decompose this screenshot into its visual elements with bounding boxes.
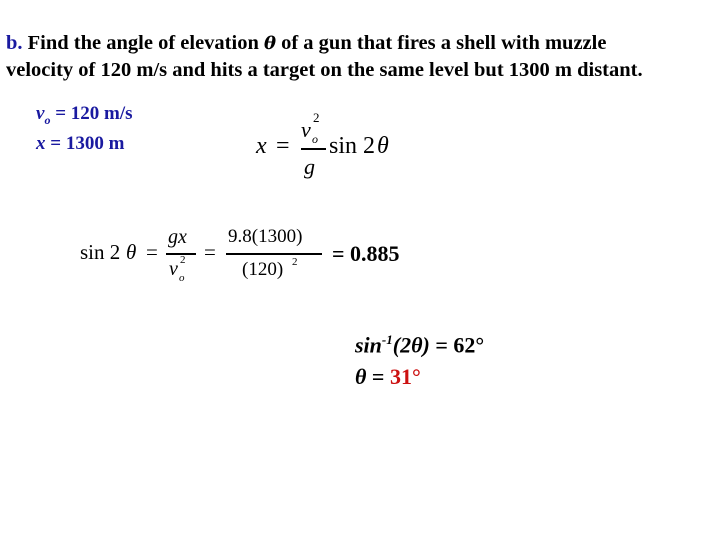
eq1-numerator-sub: o [312, 132, 318, 146]
eq2-lhs-theta: θ [126, 240, 137, 264]
theta-symbol: θ [263, 33, 276, 54]
given-distance [36, 132, 133, 156]
eq1-fraction-bar [301, 148, 326, 150]
theta-line [355, 361, 484, 393]
given-values [36, 102, 133, 156]
eq1-rhs-theta: θ [377, 133, 389, 159]
eq1-rhs-sin: sin 2 [329, 133, 376, 159]
sine-result: = 0.885 [332, 241, 400, 266]
eq2-frac2-denominator: (120) [242, 259, 284, 280]
eq2-equals-1: = [146, 240, 158, 264]
sine-equation [80, 222, 340, 292]
eq2-frac2-bar [226, 253, 322, 255]
eq2-equals-2: = [204, 240, 216, 264]
eq2-frac1-numerator: gx [168, 226, 187, 248]
eq2-frac2-numerator: 9.8(1300) [228, 226, 303, 247]
distance-value: = 1300 m [50, 132, 125, 154]
eq2-frac2-den-sup: 2 [292, 256, 298, 268]
velocity-symbol: v [36, 103, 45, 124]
problem-text-rest: of a gun that fires a shell with muzzle [281, 32, 607, 54]
distance-symbol: x [36, 132, 46, 154]
velocity-subscript: o [44, 112, 51, 127]
velocity-value: = 120 m/s [55, 103, 133, 124]
eq2-frac1-den-sub: o [179, 272, 185, 284]
eq2-frac1-den-sup: 2 [180, 254, 186, 266]
given-velocity [36, 102, 133, 132]
arcsin-func: sin [355, 332, 382, 358]
eq1-numerator-sup: 2 [313, 110, 320, 125]
eq1-denominator: g [304, 154, 315, 179]
eq1-lhs: x [256, 133, 267, 159]
range-equation [256, 108, 416, 188]
eq2-frac1-den-v: v [169, 258, 178, 280]
arcsin-line [355, 324, 484, 361]
arcsin-sup: -1 [381, 332, 393, 347]
problem-statement [6, 30, 716, 84]
problem-text-start: Find the angle of elevation [27, 32, 259, 54]
eq2-lhs-sin: sin 2 [80, 240, 121, 264]
final-answer [355, 324, 484, 393]
theta-answer: 31° [389, 364, 421, 390]
eq1-numerator-v: v [301, 117, 311, 142]
problem-label: b. [6, 32, 23, 54]
eq1-equals: = [276, 133, 290, 159]
theta-equals: = [371, 364, 385, 390]
problem-text-line2: velocity of 120 m/s and hits a target on the same level but 1300 m distant. [6, 59, 643, 81]
arcsin-value: = 62° [435, 332, 485, 358]
arcsin-arg: (2θ) [392, 332, 430, 358]
theta-result-symbol: θ [355, 364, 367, 390]
